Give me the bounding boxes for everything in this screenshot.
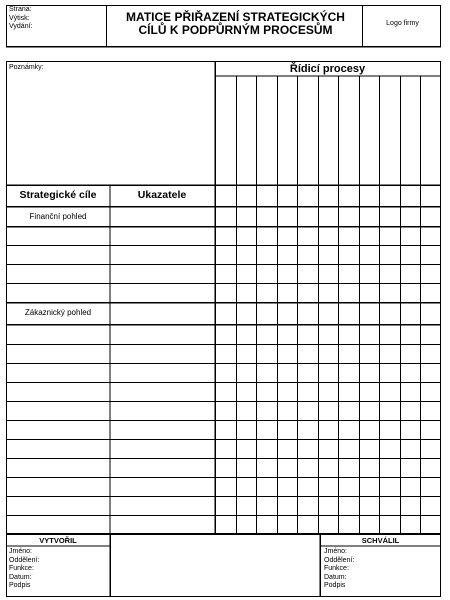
approved-function-label: Funkce: [324, 565, 349, 572]
approved-by-fields [324, 548, 354, 591]
approved-name-label: Jméno: [324, 548, 347, 555]
approved-date-label: Datum: [324, 573, 347, 581]
section-customer: Zákaznický pohled [24, 308, 92, 317]
meta-page-label: Strana: [9, 6, 32, 13]
created-signature-label: Podpis [9, 582, 31, 589]
created-date-label: Datum: [9, 573, 32, 581]
created-department-label: Oddělení: [9, 556, 40, 564]
column-header-indicators: Ukazatele [137, 189, 187, 201]
created-by-title: VYTVOŘIL [39, 536, 77, 545]
column-header-goals: Strategické cíle [19, 189, 97, 201]
document-title: MATICE PŘIŘAZENÍ STRATEGICKÝCH CÍLŮ K PODPŮRNÝM PROCESŮM [126, 10, 345, 37]
approved-department-label: Oddělení: [324, 556, 355, 564]
notes-label: Poznámky: [9, 64, 44, 71]
created-name-label: Jméno: [9, 548, 32, 555]
created-function-label: Funkce: [9, 565, 34, 572]
approved-signature-label: Podpis [324, 582, 346, 589]
section-financial: Finanční pohled [29, 212, 87, 221]
processes-header: Řídicí procesy [289, 63, 366, 75]
meta-copy-label: Výtisk: [9, 14, 30, 22]
logo-placeholder: Logo firmy [386, 20, 419, 27]
created-by-fields [9, 548, 39, 591]
approved-by-title: SCHVÁLIL [361, 536, 400, 545]
meta-edition-label: Vydání: [9, 23, 33, 30]
